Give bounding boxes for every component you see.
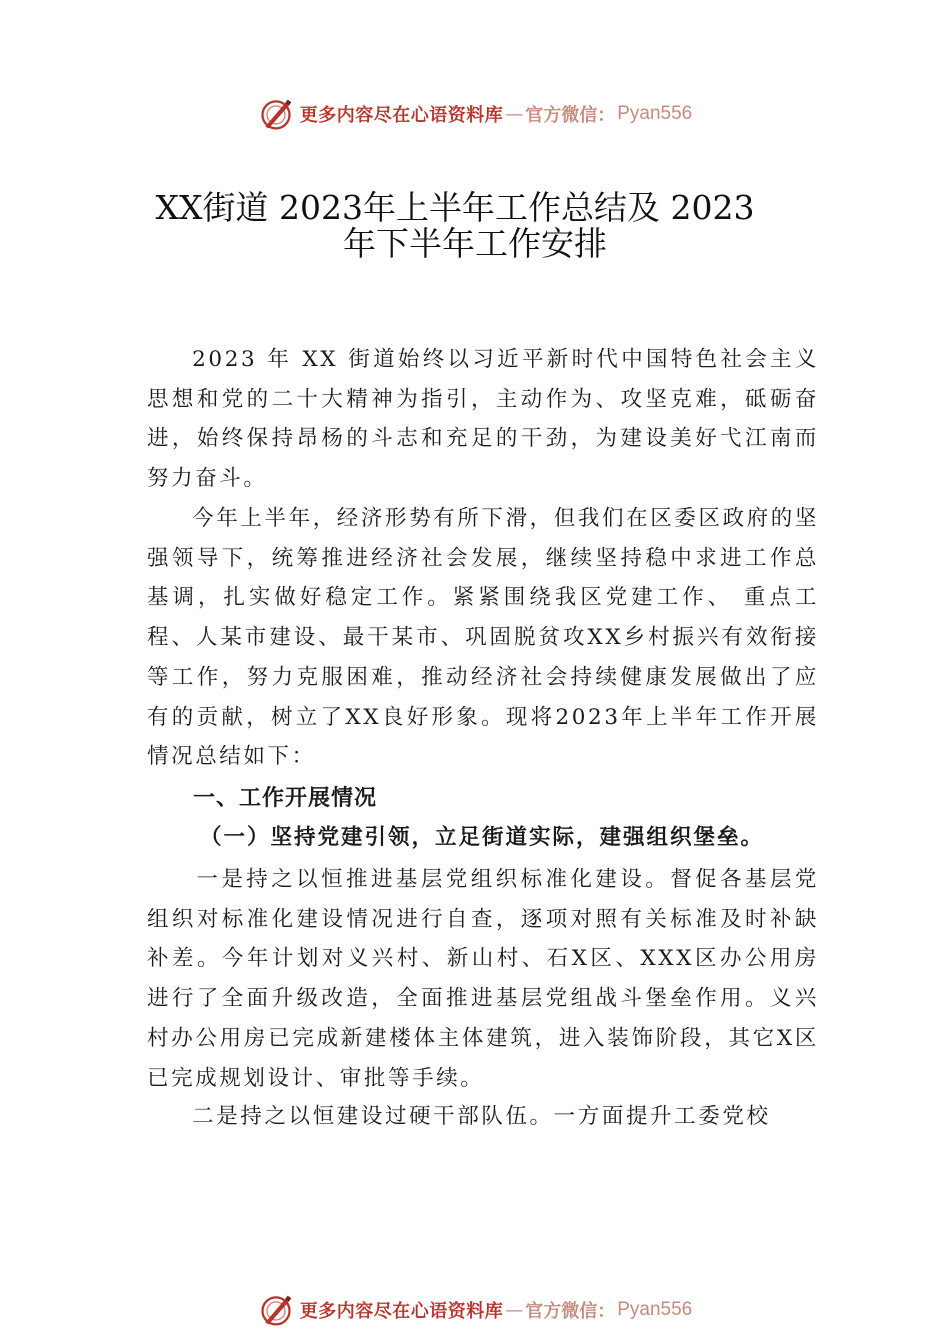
banner-wechat-id: Pyan556 [617, 103, 693, 124]
section-heading: 一、工作开展情况 [193, 786, 378, 811]
paragraph-intro: 2023 年 XX 街道始终以习近平新时代中国特色社会主义思想和党的二十大精神为指引，主动作为、攻坚克难，砥砺奋进，始终保持昂杨的斗志和充足的干劲，为建设美好弋江南而努力奋斗。 [147, 347, 819, 492]
pen-logo-icon [258, 1292, 294, 1328]
paragraph-party-building: 一是持之以恒推进基层党组织标准化建设。督促各基层党组织对标准化建设情况进行自查，逐项对照有关标准及时补缺补差。今年计划对义兴村、新山村、石X区、XXX区办公用房进行了全面升级改造，全面推进基层党组战斗堡垒作用。义兴村办公用房已完成新建楼体主体建筑，进入装饰阶段，其它X区已完成规划设计、审批等手续。 [147, 867, 819, 1091]
pen-logo-icon [258, 96, 294, 132]
banner-label: 官方微信： [525, 1301, 616, 1322]
banner-label: 官方微信： [525, 105, 616, 126]
banner-dash: — [505, 103, 524, 125]
footer-banner [0, 1290, 950, 1330]
paragraph-cadre-team: 二是持之以恒建设过硬干部队伍。一方面提升工委党校 [192, 1104, 771, 1129]
banner-dash: — [505, 1299, 524, 1321]
document-title-line1: XX街道 2023年上半年工作总结及 2023 [155, 188, 755, 227]
banner-wechat-id: Pyan556 [617, 1299, 693, 1320]
banner-text: 更多内容尽在心语资料库 [299, 105, 504, 126]
document-title-line2: 年下半年工作安排 [343, 224, 607, 263]
banner-text: 更多内容尽在心语资料库 [299, 1301, 504, 1322]
paragraph-summary: 今年上半年，经济形势有所下滑，但我们在区委区政府的坚强领导下，统筹推进经济社会发展，继续坚持稳中求进工作总基调，扎实做好稳定工作。紧紧围绕我区党建工作、 重点工程、人某市建设、最干某市、巩固脱贫攻XX乡村振兴有效衔接等工作，努力克服困难，推动经济社会持续健康发展做出了应有的贡献，树立了XX良好形象。现将2023年上半年工作开展情况总结如下： [147, 506, 819, 770]
header-banner [0, 94, 950, 134]
subsection-heading: （一）坚持党建引领，立足街道实际，建强组织堡垒。 [200, 825, 765, 850]
